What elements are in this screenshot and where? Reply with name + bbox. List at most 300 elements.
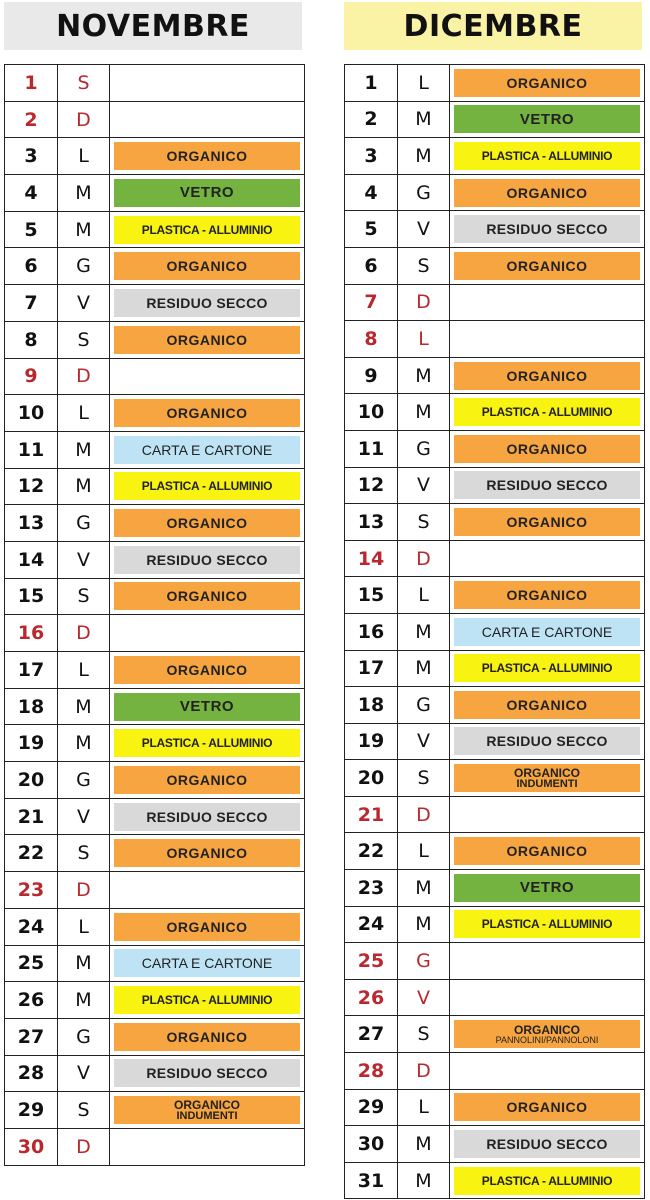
calendar-row	[345, 467, 645, 504]
waste-type-label: PLASTICA - ALLUMINIO	[141, 993, 273, 1008]
calendar-row	[345, 394, 645, 431]
calendar-row	[5, 101, 305, 138]
day-number: 24	[5, 908, 58, 945]
calendar-row	[345, 284, 645, 321]
weekday-letter: L	[58, 652, 110, 689]
waste-type-label: RESIDUO SECCO	[146, 1065, 268, 1082]
waste-type-label: ORGANICO	[166, 331, 248, 348]
collection-cell	[450, 870, 645, 907]
month-title-novembre: NOVEMBRE	[4, 2, 302, 50]
calendar-row	[5, 1055, 305, 1092]
waste-type-badge	[454, 471, 640, 499]
calendar-row	[345, 1016, 645, 1053]
calendar-dicembre	[344, 64, 645, 1199]
calendar-row	[345, 357, 645, 394]
waste-type-label: PLASTICA - ALLUMINIO	[141, 479, 273, 494]
calendar-row	[345, 687, 645, 724]
day-number: 19	[5, 725, 58, 762]
collection-cell	[110, 1018, 305, 1055]
calendar-row	[345, 796, 645, 833]
collection-cell	[450, 979, 645, 1016]
calendar-row	[5, 945, 305, 982]
calendar-row	[345, 211, 645, 248]
waste-type-label: ORGANICO	[166, 405, 248, 422]
waste-type-badge	[114, 949, 300, 977]
day-number: 21	[345, 796, 398, 833]
weekday-letter: S	[58, 321, 110, 358]
weekday-letter: G	[58, 1018, 110, 1055]
calendar-row	[345, 979, 645, 1016]
waste-type-label: RESIDUO SECCO	[146, 294, 268, 311]
waste-type-badge	[114, 1023, 300, 1051]
waste-type-label: PLASTICA - ALLUMINIO	[481, 148, 613, 163]
month-title-dicembre: DICEMBRE	[344, 2, 642, 50]
waste-type-label: ORGANICO	[166, 258, 248, 275]
collection-cell	[110, 431, 305, 468]
collection-cell	[110, 652, 305, 689]
calendar-row	[5, 321, 305, 358]
waste-type-badge	[454, 874, 640, 902]
day-number: 24	[345, 906, 398, 943]
day-number: 31	[345, 1162, 398, 1199]
calendar-row	[5, 65, 305, 102]
waste-type-label: CARTA E CARTONE	[481, 623, 613, 640]
weekday-letter: L	[398, 833, 450, 870]
collection-cell	[450, 138, 645, 175]
weekday-letter: D	[58, 358, 110, 395]
calendar-row	[345, 101, 645, 138]
waste-type-badge	[454, 215, 640, 243]
collection-cell	[450, 284, 645, 321]
waste-type-badge	[114, 582, 300, 610]
calendar-row	[345, 430, 645, 467]
weekday-letter: V	[58, 1055, 110, 1092]
day-number: 27	[345, 1016, 398, 1053]
waste-type-badge	[454, 618, 640, 646]
collection-cell	[450, 430, 645, 467]
waste-type-label: ORGANICO	[166, 845, 248, 862]
weekday-letter: L	[398, 321, 450, 358]
collection-cell	[450, 723, 645, 760]
day-number: 14	[5, 541, 58, 578]
day-number: 16	[345, 613, 398, 650]
weekday-letter: M	[398, 138, 450, 175]
weekday-letter: D	[58, 872, 110, 909]
waste-type-badge	[114, 399, 300, 427]
day-number: 20	[345, 760, 398, 797]
calendar-row	[345, 138, 645, 175]
waste-type-badge	[454, 362, 640, 390]
day-number: 26	[5, 982, 58, 1019]
day-number: 23	[345, 870, 398, 907]
day-number: 8	[345, 321, 398, 358]
collection-cell	[450, 943, 645, 980]
day-number: 29	[345, 1089, 398, 1126]
waste-type-badge	[454, 398, 640, 426]
waste-type-sublabel: INDUMENTI	[176, 1109, 238, 1122]
collection-cell	[450, 1126, 645, 1163]
waste-type-sublabel: INDUMENTI	[516, 777, 578, 790]
day-number: 18	[345, 687, 398, 724]
weekday-letter: M	[58, 175, 110, 212]
calendar-row	[5, 211, 305, 248]
weekday-letter: S	[58, 578, 110, 615]
waste-type-badge	[454, 727, 640, 755]
waste-type-badge	[114, 839, 300, 867]
day-number: 13	[5, 505, 58, 542]
collection-cell	[450, 1016, 645, 1053]
collection-cell	[450, 467, 645, 504]
weekday-letter: M	[58, 688, 110, 725]
collection-cell	[450, 174, 645, 211]
waste-type-label: RESIDUO SECCO	[486, 733, 608, 750]
calendar-row	[5, 725, 305, 762]
waste-type-label: ORGANICO	[514, 765, 580, 780]
collection-cell	[110, 175, 305, 212]
waste-type-badge	[454, 1167, 640, 1195]
collection-cell	[450, 906, 645, 943]
calendar-row	[5, 431, 305, 468]
calendar-row	[345, 943, 645, 980]
weekday-letter: L	[398, 65, 450, 102]
waste-type-badge	[114, 766, 300, 794]
waste-type-badge	[454, 654, 640, 682]
waste-type-label: PLASTICA - ALLUMINIO	[481, 917, 613, 932]
waste-type-label: ORGANICO	[506, 1099, 588, 1116]
waste-type-badge	[454, 837, 640, 865]
waste-type-badge	[454, 581, 640, 609]
weekday-letter: S	[398, 760, 450, 797]
collection-cell	[110, 138, 305, 175]
weekday-letter: S	[58, 1092, 110, 1129]
day-number: 30	[345, 1126, 398, 1163]
weekday-letter: G	[398, 687, 450, 724]
day-number: 1	[5, 65, 58, 102]
waste-type-label: ORGANICO	[166, 1028, 248, 1045]
calendar-row	[5, 872, 305, 909]
day-number: 5	[5, 211, 58, 248]
weekday-letter: V	[398, 467, 450, 504]
weekday-letter: M	[398, 1162, 450, 1199]
collection-cell	[450, 796, 645, 833]
day-number: 12	[345, 467, 398, 504]
calendar-row	[5, 1092, 305, 1129]
weekday-letter: D	[58, 615, 110, 652]
waste-type-label: ORGANICO	[166, 148, 248, 165]
calendar-row	[345, 504, 645, 541]
waste-type-label: RESIDUO SECCO	[486, 477, 608, 494]
waste-type-badge	[114, 986, 300, 1014]
calendar-row	[5, 541, 305, 578]
weekday-letter: V	[58, 285, 110, 322]
collection-cell	[450, 504, 645, 541]
weekday-letter: M	[58, 211, 110, 248]
collection-cell	[110, 101, 305, 138]
weekday-letter: M	[398, 357, 450, 394]
calendar-row	[5, 982, 305, 1019]
calendar-row	[5, 505, 305, 542]
weekday-letter: G	[58, 248, 110, 285]
waste-type-badge	[114, 1096, 300, 1124]
weekday-letter: L	[58, 395, 110, 432]
waste-type-badge	[114, 1059, 300, 1087]
day-number: 15	[345, 577, 398, 614]
waste-type-label: VETRO	[519, 110, 575, 128]
waste-type-label: ORGANICO	[166, 771, 248, 788]
weekday-letter: D	[398, 540, 450, 577]
waste-type-badge	[454, 508, 640, 536]
day-number: 11	[5, 431, 58, 468]
weekday-letter: V	[58, 541, 110, 578]
calendar-row	[5, 468, 305, 505]
calendar-row	[5, 688, 305, 725]
day-number: 7	[345, 284, 398, 321]
day-number: 7	[5, 285, 58, 322]
collection-cell	[450, 65, 645, 102]
day-number: 1	[345, 65, 398, 102]
day-number: 22	[345, 833, 398, 870]
waste-type-label: CARTA E CARTONE	[141, 441, 273, 458]
calendar-row	[345, 174, 645, 211]
waste-type-label: ORGANICO	[506, 367, 588, 384]
waste-type-sublabel: PANNOLINI/PANNOLONI	[495, 1034, 599, 1045]
calendar-row	[345, 833, 645, 870]
calendar-row	[5, 798, 305, 835]
waste-type-label: PLASTICA - ALLUMINIO	[141, 222, 273, 237]
weekday-letter: M	[398, 394, 450, 431]
day-number: 2	[5, 101, 58, 138]
waste-type-badge	[114, 913, 300, 941]
day-number: 23	[5, 872, 58, 909]
day-number: 9	[345, 357, 398, 394]
collection-cell	[450, 1089, 645, 1126]
collection-cell	[450, 577, 645, 614]
waste-type-label: PLASTICA - ALLUMINIO	[481, 661, 613, 676]
collection-cell	[450, 833, 645, 870]
collection-cell	[450, 1162, 645, 1199]
weekday-letter: M	[398, 650, 450, 687]
calendar-row	[345, 65, 645, 102]
calendar-row	[345, 321, 645, 358]
day-number: 4	[345, 174, 398, 211]
collection-cell	[450, 394, 645, 431]
waste-type-label: VETRO	[179, 698, 235, 716]
waste-type-label: VETRO	[519, 879, 575, 897]
waste-type-label: ORGANICO	[166, 515, 248, 532]
waste-type-label: PLASTICA - ALLUMINIO	[141, 736, 273, 751]
collection-cell	[110, 211, 305, 248]
collection-cell	[110, 285, 305, 322]
calendar-row	[5, 285, 305, 322]
collection-cell	[110, 615, 305, 652]
weekday-letter: M	[398, 906, 450, 943]
waste-type-badge	[114, 326, 300, 354]
waste-type-label: PLASTICA - ALLUMINIO	[481, 405, 613, 420]
waste-type-label: CARTA E CARTONE	[141, 955, 273, 972]
waste-type-label: ORGANICO	[166, 661, 248, 678]
waste-type-badge	[454, 691, 640, 719]
waste-type-label: ORGANICO	[166, 588, 248, 605]
weekday-letter: M	[398, 613, 450, 650]
waste-type-badge	[454, 105, 640, 133]
day-number: 18	[5, 688, 58, 725]
day-number: 28	[345, 1053, 398, 1090]
day-number: 26	[345, 979, 398, 1016]
waste-type-badge	[454, 252, 640, 280]
collection-cell	[110, 541, 305, 578]
day-number: 25	[5, 945, 58, 982]
weekday-letter: S	[398, 504, 450, 541]
waste-type-label: PLASTICA - ALLUMINIO	[481, 1173, 613, 1188]
calendar-row	[5, 1128, 305, 1165]
waste-type-label: ORGANICO	[174, 1097, 240, 1112]
day-number: 17	[5, 652, 58, 689]
waste-type-badge	[114, 546, 300, 574]
day-number: 10	[345, 394, 398, 431]
waste-type-label: ORGANICO	[506, 843, 588, 860]
day-number: 6	[5, 248, 58, 285]
collection-cell	[110, 1055, 305, 1092]
day-number: 8	[5, 321, 58, 358]
collection-cell	[110, 578, 305, 615]
weekday-letter: S	[398, 247, 450, 284]
waste-type-label: RESIDUO SECCO	[486, 1136, 608, 1153]
calendar-row	[5, 652, 305, 689]
weekday-letter: G	[398, 174, 450, 211]
weekday-letter: V	[58, 798, 110, 835]
weekday-letter: G	[58, 762, 110, 799]
collection-cell	[110, 468, 305, 505]
weekday-letter: D	[398, 1053, 450, 1090]
day-number: 29	[5, 1092, 58, 1129]
weekday-letter: D	[398, 284, 450, 321]
collection-cell	[110, 1092, 305, 1129]
waste-type-badge	[454, 1093, 640, 1121]
collection-cell	[110, 688, 305, 725]
weekday-letter: S	[58, 835, 110, 872]
waste-type-label: ORGANICO	[506, 74, 588, 91]
collection-cell	[450, 1053, 645, 1090]
waste-type-badge	[114, 436, 300, 464]
collection-cell	[110, 835, 305, 872]
day-number: 14	[345, 540, 398, 577]
waste-type-label: ORGANICO	[506, 587, 588, 604]
day-number: 27	[5, 1018, 58, 1055]
waste-type-badge	[114, 142, 300, 170]
day-number: 9	[5, 358, 58, 395]
day-number: 13	[345, 504, 398, 541]
collection-cell	[110, 725, 305, 762]
waste-type-label: RESIDUO SECCO	[146, 808, 268, 825]
waste-type-badge	[454, 910, 640, 938]
calendar-row	[345, 723, 645, 760]
day-number: 11	[345, 430, 398, 467]
waste-type-badge	[454, 179, 640, 207]
weekday-letter: G	[398, 943, 450, 980]
weekday-letter: M	[58, 468, 110, 505]
calendar-row	[345, 577, 645, 614]
waste-type-badge	[114, 693, 300, 721]
waste-type-badge	[114, 252, 300, 280]
waste-type-badge	[454, 142, 640, 170]
waste-type-label: ORGANICO	[506, 184, 588, 201]
collection-cell	[110, 358, 305, 395]
weekday-letter: L	[58, 908, 110, 945]
day-number: 12	[5, 468, 58, 505]
day-number: 4	[5, 175, 58, 212]
collection-cell	[110, 321, 305, 358]
waste-type-badge	[454, 69, 640, 97]
calendar-row	[5, 578, 305, 615]
calendar-row	[345, 906, 645, 943]
calendar-row	[5, 1018, 305, 1055]
collection-cell	[110, 798, 305, 835]
day-number: 17	[345, 650, 398, 687]
weekday-letter: L	[398, 1089, 450, 1126]
day-number: 3	[345, 138, 398, 175]
calendar-row	[345, 760, 645, 797]
collection-cell	[110, 1128, 305, 1165]
waste-type-label: VETRO	[179, 184, 235, 202]
calendar-novembre	[4, 64, 305, 1166]
day-number: 6	[345, 247, 398, 284]
waste-type-label: ORGANICO	[506, 513, 588, 530]
waste-type-label: RESIDUO SECCO	[486, 221, 608, 238]
weekday-letter: D	[58, 1128, 110, 1165]
weekday-letter: S	[398, 1016, 450, 1053]
calendar-row	[5, 395, 305, 432]
waste-type-badge	[114, 656, 300, 684]
weekday-letter: V	[398, 211, 450, 248]
calendar-row	[345, 1053, 645, 1090]
waste-type-badge	[454, 764, 640, 792]
collection-cell	[110, 505, 305, 542]
collection-cell	[110, 762, 305, 799]
calendar-row	[345, 1162, 645, 1199]
waste-type-label: ORGANICO	[506, 257, 588, 274]
calendar-row	[5, 358, 305, 395]
day-number: 28	[5, 1055, 58, 1092]
calendar-row	[345, 1089, 645, 1126]
waste-type-badge	[454, 435, 640, 463]
waste-type-badge	[114, 289, 300, 317]
waste-type-label: ORGANICO	[506, 440, 588, 457]
day-number: 25	[345, 943, 398, 980]
weekday-letter: L	[58, 138, 110, 175]
weekday-letter: D	[398, 796, 450, 833]
weekday-letter: M	[398, 870, 450, 907]
calendar-row	[345, 1126, 645, 1163]
weekday-letter: L	[398, 577, 450, 614]
calendar-row	[5, 175, 305, 212]
waste-type-badge	[454, 1020, 640, 1048]
waste-type-label: ORGANICO	[166, 918, 248, 935]
day-number: 30	[5, 1128, 58, 1165]
weekday-letter: G	[58, 505, 110, 542]
day-number: 22	[5, 835, 58, 872]
collection-cell	[450, 760, 645, 797]
collection-cell	[450, 211, 645, 248]
collection-cell	[110, 248, 305, 285]
calendar-row	[345, 540, 645, 577]
waste-type-badge	[114, 216, 300, 244]
collection-cell	[450, 540, 645, 577]
waste-type-label: ORGANICO	[506, 696, 588, 713]
waste-type-badge	[114, 472, 300, 500]
calendar-row	[5, 248, 305, 285]
weekday-letter: M	[398, 1126, 450, 1163]
weekday-letter: S	[58, 65, 110, 102]
